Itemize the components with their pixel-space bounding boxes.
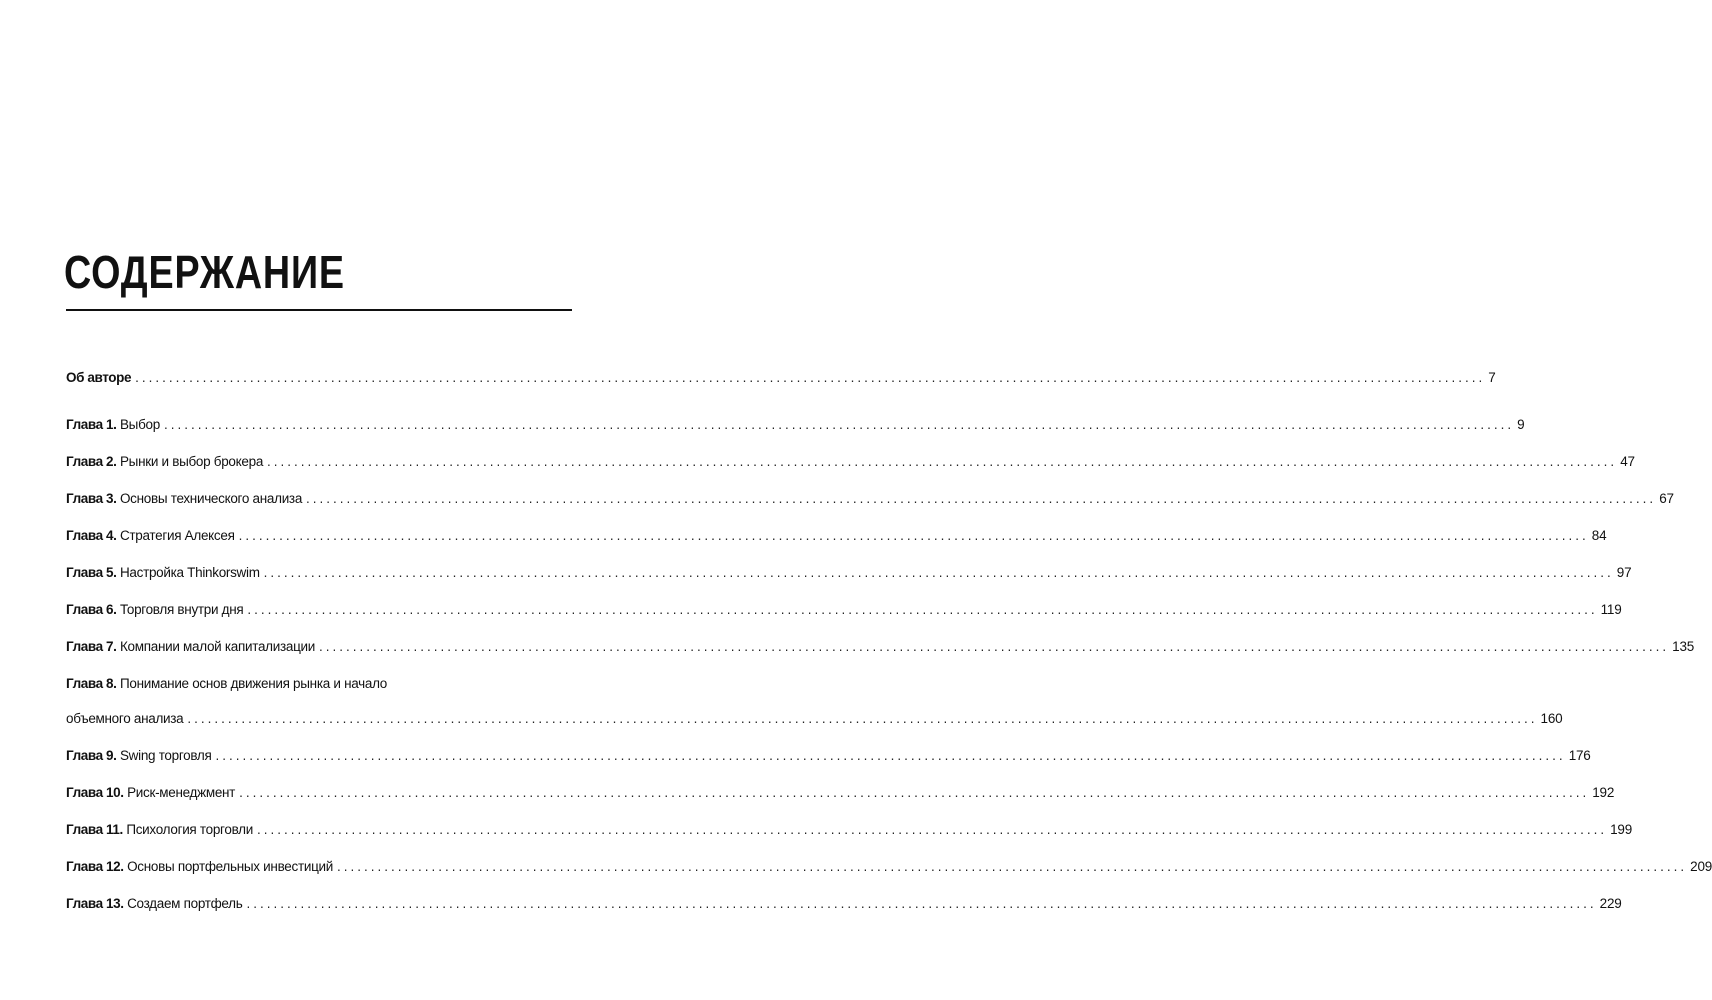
toc-page-number: 176 (1568, 748, 1591, 763)
toc-entry-title: Создаем портфель (127, 896, 243, 911)
dot-leader: ........................................................................................................................................................................................................ (163, 417, 1515, 432)
dot-leader: ........................................................................................................................................................................................................ (263, 565, 1614, 580)
toc-entry-title: Рынки и выбор брокера (119, 454, 264, 469)
toc-entry-title: Настройка Thinkorswim (119, 565, 260, 580)
dot-leader: ........................................................................................................................................................................................................ (306, 491, 1657, 506)
toc-entry-label: Глава 13. (66, 896, 124, 911)
toc-entry-label: Глава 10. (66, 785, 124, 800)
toc-page-number: 199 (1610, 822, 1633, 837)
dot-leader: ........................................................................................................................................................................................................ (336, 859, 1688, 874)
dot-leader: ........................................................................................................................................................................................................ (256, 822, 1608, 837)
toc-entry-chapter-10[interactable] (66, 783, 1615, 803)
dot-leader: ........................................................................................................................................................................................................ (215, 748, 1566, 763)
dot-leader: ........................................................................................................................................................................................................ (267, 454, 1618, 469)
toc-entry-chapter-2[interactable] (66, 452, 1635, 472)
dot-leader: ........................................................................................................................................................................................................ (246, 896, 1597, 911)
dot-leader: ........................................................................................................................................................................................................ (135, 370, 1486, 385)
toc-entry-title: Риск-менеджмент (127, 785, 236, 800)
toc-entry-chapter-13[interactable] (66, 894, 1622, 914)
toc-entry-chapter-8[interactable] (66, 674, 1563, 729)
toc-entry-label: Глава 4. (66, 528, 117, 543)
title-divider (66, 309, 572, 311)
toc-entry-chapter-4[interactable] (66, 526, 1607, 546)
toc-entry-chapter-6[interactable] (66, 600, 1622, 620)
toc-entry-chapter-3[interactable] (66, 489, 1674, 509)
toc-entry-title: Основы технического анализа (119, 491, 303, 506)
toc-entry-chapter-11[interactable] (66, 820, 1633, 840)
toc-entry-label: Глава 6. (66, 602, 117, 617)
toc-entry-title: Торговля внутри дня (119, 602, 244, 617)
toc-entry-label: Глава 8. (66, 676, 117, 691)
dot-leader: ........................................................................................................................................................................................................ (187, 711, 1538, 726)
toc-entry-chapter-7[interactable] (66, 637, 1695, 657)
toc-page-number: 84 (1591, 528, 1607, 543)
toc-page-number: 119 (1600, 602, 1622, 617)
toc-entry-chapter-12[interactable] (66, 857, 1712, 877)
toc-page-number: 135 (1672, 639, 1695, 654)
toc-entry-chapter-9[interactable] (66, 746, 1591, 766)
toc-entry-label: Глава 9. (66, 748, 117, 763)
toc-entry-label: Глава 12. (66, 859, 124, 874)
toc-page-number: 97 (1616, 565, 1632, 580)
toc-entry-chapter-5[interactable] (66, 563, 1632, 583)
toc-entry-title: Основы портфельных инвестиций (127, 859, 333, 874)
toc-entry-label: Глава 3. (66, 491, 117, 506)
toc-page-number: 7 (1488, 370, 1496, 385)
toc-entry-label: Глава 7. (66, 639, 117, 654)
toc-page-number: 160 (1540, 711, 1563, 726)
toc-entry-title: Выбор (119, 417, 160, 432)
dot-leader: ........................................................................................................................................................................................................ (239, 785, 1590, 800)
toc-page-number: 9 (1517, 417, 1525, 432)
toc-page-number: 209 (1690, 859, 1712, 874)
toc-entry-title: Стратегия Алексея (119, 528, 235, 543)
toc-page-number: 229 (1599, 896, 1622, 911)
toc-entry-label: Об авторе (66, 370, 132, 385)
toc-entry-label: Глава 5. (66, 565, 117, 580)
toc-entry-chapter-1[interactable] (66, 415, 1525, 435)
toc-entry-label: Глава 1. (66, 417, 117, 432)
toc-entry-title: Психология торговли (126, 822, 253, 837)
toc-entry-title-continued: объемного анализа (66, 711, 184, 726)
toc-entry-title: Swing торговля (119, 748, 212, 763)
toc-entry-title: Понимание основ движения рынка и начало (119, 676, 388, 691)
toc-page-number: 47 (1620, 454, 1635, 469)
toc-entry-label: Глава 11. (66, 822, 123, 837)
toc-entry-about-author[interactable] (66, 368, 1496, 388)
toc-entry-title: Компании малой капитализации (119, 639, 315, 654)
page-title: СОДЕРЖАНИЕ (64, 246, 345, 298)
dot-leader: ........................................................................................................................................................................................................ (318, 639, 1670, 654)
toc-page-number: 192 (1592, 785, 1615, 800)
toc-entry-label: Глава 2. (66, 454, 117, 469)
table-of-contents (66, 368, 1712, 914)
dot-leader: ........................................................................................................................................................................................................ (247, 602, 1598, 617)
dot-leader: ........................................................................................................................................................................................................ (238, 528, 1589, 543)
toc-page-number: 67 (1659, 491, 1674, 506)
